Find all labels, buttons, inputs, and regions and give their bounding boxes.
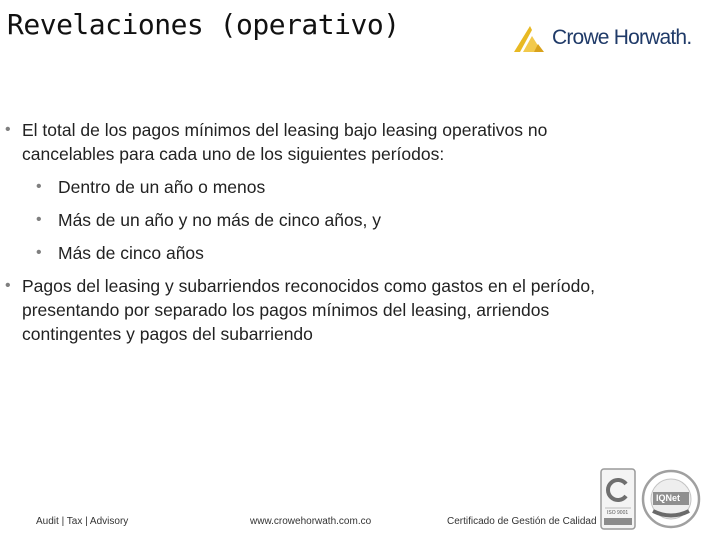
sub-bullet-list — [0, 175, 700, 265]
sub-bullet-item — [0, 241, 700, 265]
bullet-text: Pagos del leasing y subarriendos reconocidos como gastos en el período, presentando por separado los pagos mínimos del leasing, arriendos contingentes y pagos del subarriendo — [22, 276, 595, 344]
sub-bullet-dot-icon: • — [36, 211, 42, 228]
iqnet-label: IQNet — [656, 493, 681, 503]
sub-bullet-dot-icon: • — [36, 244, 42, 261]
sub-bullet-text: Dentro de un año o menos — [58, 177, 266, 197]
icontec-seal-icon — [600, 468, 636, 530]
logo-mark-icon — [512, 24, 548, 54]
bullet-dot-icon: • — [5, 277, 11, 294]
sub-bullet-text: Más de un año y no más de cinco años, y — [58, 210, 381, 230]
iso-badge-label: ISO 9001 — [607, 510, 629, 516]
footer-certificate: Certificado de Gestión de Calidad — [447, 516, 597, 527]
slide-title: Revelaciones (operativo) — [7, 8, 400, 41]
sub-bullet-item — [0, 175, 700, 199]
iso-certification-seal — [600, 468, 636, 535]
sub-bullet-dot-icon: • — [36, 178, 42, 195]
bullet-text: El total de los pagos mínimos del leasing bajo leasing operativos no cancelables para cada uno de los siguientes períodos: — [22, 120, 548, 164]
footer-services: Audit | Tax | Advisory — [36, 516, 129, 527]
bullet-item — [0, 118, 700, 166]
logo-brand-text: Crowe Horwath. — [552, 26, 692, 49]
sub-bullet-text: Más de cinco años — [58, 243, 204, 263]
iqnet-certification-seal — [641, 468, 701, 535]
sub-bullet-item — [0, 208, 700, 232]
crowe-horwath-logo — [512, 22, 712, 56]
bullet-item — [0, 274, 700, 346]
bullet-list — [0, 118, 700, 346]
bullet-dot-icon: • — [5, 121, 11, 138]
footer-website[interactable]: www.crowehorwath.com.co — [250, 516, 372, 527]
